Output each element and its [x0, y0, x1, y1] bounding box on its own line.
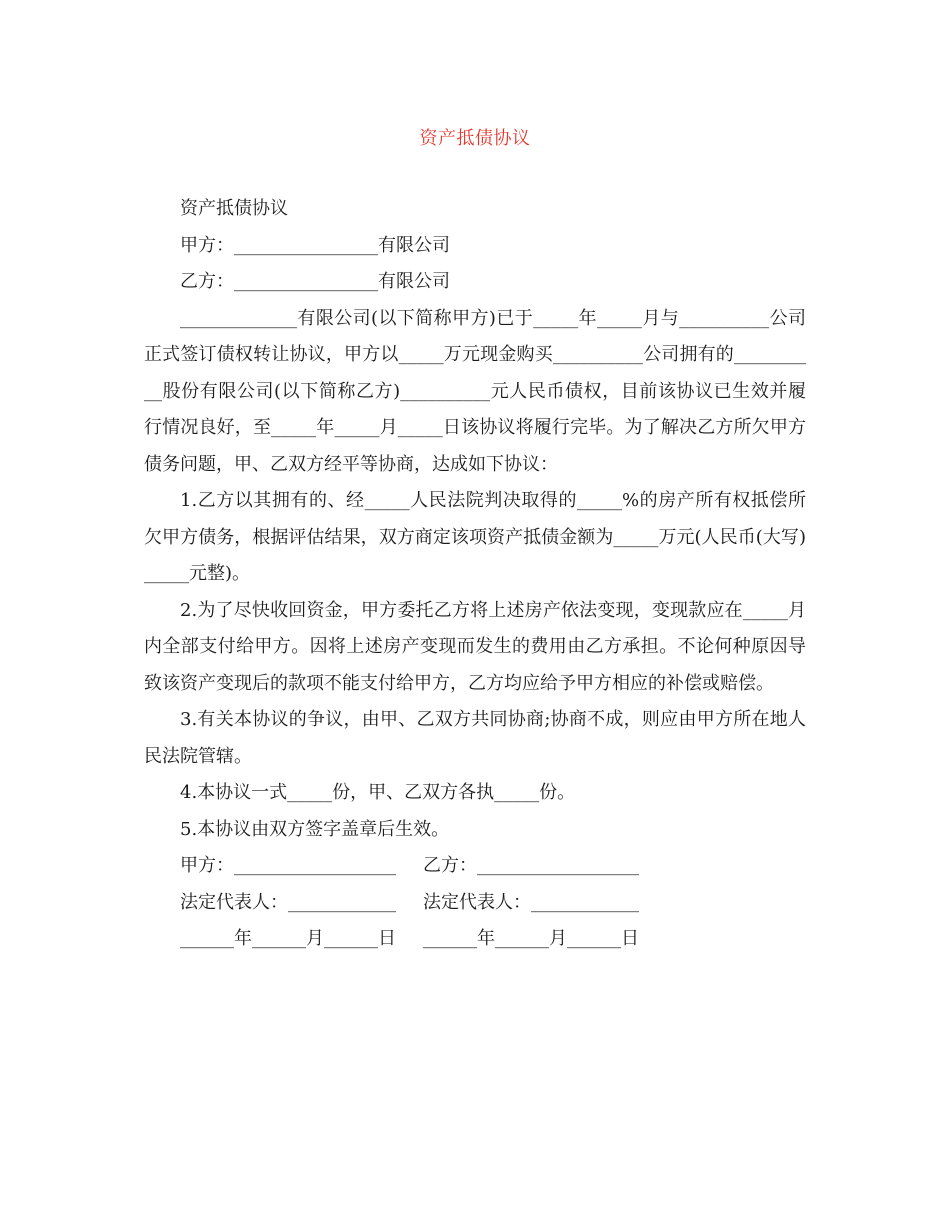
- party-a-line: 甲方：________________有限公司: [180, 234, 450, 256]
- clause-3: 3.有关本协议的争议，由甲、乙双方共同协商;协商不成，则应由甲方所在地人民法院管辖。: [144, 709, 806, 767]
- agreement-heading: 资产抵债协议: [180, 198, 288, 219]
- signature-party-row: [144, 848, 806, 885]
- document-body: [144, 191, 806, 958]
- signature-party-b: 乙方：__________________: [423, 855, 639, 876]
- party-b-line: 乙方：________________有限公司: [180, 271, 450, 292]
- signature-rep-b: 法定代表人：____________: [423, 891, 639, 913]
- signature-rep-a: 法定代表人：____________: [180, 891, 396, 913]
- clause-2: 2.为了尽快收回资金，甲方委托乙方将上述房产依法变现，变现款应在_____月内全部支付给甲方。因将上述房产变现而发生的费用由乙方承担。不论何种原因导致该资产变现后的款项不能支付给甲方，乙方均应给予甲方相应的补偿或赔偿。: [144, 599, 806, 694]
- clause-1: 1.乙方以其拥有的、经_____人民法院判决取得的_____%的房产所有权抵偿所欠甲方债务，根据评估结果，双方商定该项资产抵债金额为_____万元(人民币(大写)_____元整)。: [144, 490, 806, 584]
- signature-date-b: ______年______月______日: [423, 928, 639, 949]
- document-title: 资产抵债协议: [419, 128, 531, 149]
- signature-date-a: ______年______月______日: [180, 928, 396, 949]
- clause-5: 5.本协议由双方签字盖章后生效。: [180, 818, 450, 840]
- intro-paragraph: _____________有限公司(以下简称甲方)已于_____年_____月与__________公司正式签订债权转让协议，甲方以_____万元现金购买__________公司拥有的__________股份有限公司(以下简称乙方)__________元人民币债权，目前该协议已生效并履行情况良好，至_____年_____月_____日该协议将履行完毕。为了解决乙方所欠甲方债务问题，甲、乙双方经平等协商，达成如下协议：: [144, 307, 806, 475]
- signature-party-a: 甲方：__________________: [180, 855, 396, 876]
- signature-representative-row: [144, 885, 806, 922]
- clause-4: 4.本协议一式_____份，甲、乙双方各执_____份。: [180, 782, 576, 803]
- signature-date-row: [144, 921, 806, 958]
